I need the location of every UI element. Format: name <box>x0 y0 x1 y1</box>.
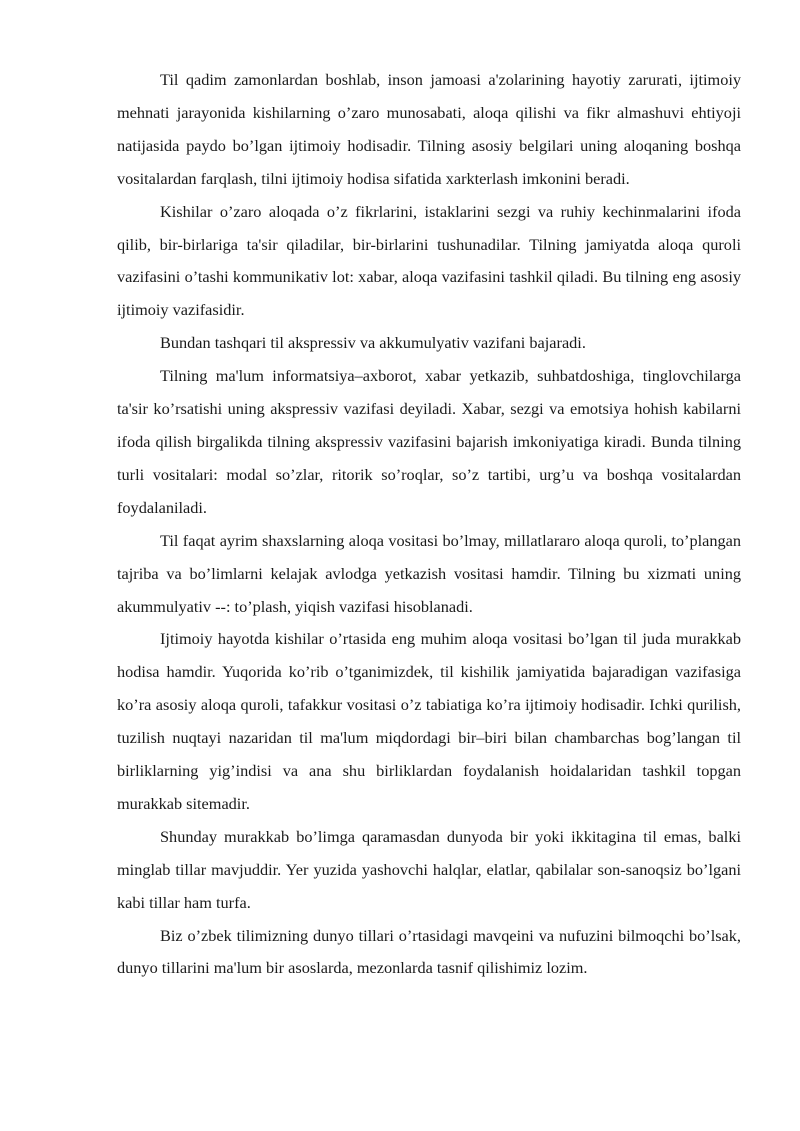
document-page <box>117 64 741 985</box>
paragraph: Tilning ma'lum informatsiya–axborot, xabar yetkazib, suhbatdoshiga, tinglovchilarga ta'sir ko’rsatishi uning akspressiv vazifasi deyiladi. Xabar, sezgi va emotsiya hohish kabilarni ifoda qilish birgalikda tilning akspressiv vazifasini bajarish imkoniyatiga kiradi. Bunda tilning turli vositalari: modal so’zlar, ritorik so’roqlar, so’z tartibi, urg’u va boshqa vositalardan foydalaniladi. <box>117 366 741 517</box>
paragraph: Til faqat ayrim shaxslarning aloqa vositasi bo’lmay, millatlararo aloqa quroli, to’plangan tajriba va bo’limlarni kelajak avlodga yetkazish vositasi hamdir. Tilning bu xizmati uning akummulyativ --: to’plash, yiqish vazifasi hisoblanadi. <box>117 530 741 616</box>
paragraph: Kishilar o’zaro aloqada o’z fikrlarini, istaklarini sezgi va ruhiy kechinmalarini ifoda qilib, bir-birlariga ta'sir qiladilar, bir-birlarini tushunadilar. Tilning jamiyatda aloqa quroli vazifasini o’tashi kommunikativ lot: xabar, aloqa vazifasini tashkil qiladi. Bu tilning eng asosiy ijtimoiy vazifasidir. <box>117 201 741 320</box>
paragraph: Ijtimoiy hayotda kishilar o’rtasida eng muhim aloqa vositasi bo’lgan til juda murakkab hodisa hamdir. Yuqorida ko’rib o’tganimizdek, til kishilik jamiyatida bajaradigan vazifasiga ko’ra asosiy aloqa quroli, tafakkur vositasi o’z tabiatiga ko’ra ijtimoiy hodisadir. Ichki qurilish, tuzilish nuqtayi nazaridan til ma'lum miqdordagi bir–biri bilan chambarchas bog’langan til birliklarning yig’indisi va ana shu birliklardan foydalanish hoidalaridan tashkil topgan murakkab sitemadir. <box>117 629 741 813</box>
paragraph: Biz o’zbek tilimizning dunyo tillari o’rtasidagi mavqeini va nufuzini bilmoqchi bo’lsak, dunyo tillarini ma'lum bir asoslarda, mezonlarda tasnif qilishimiz lozim. <box>117 925 741 978</box>
paragraph: Shunday murakkab bo’limga qaramasdan dunyoda bir yoki ikkitagina til emas, balki minglab tillar mavjuddir. Yer yuzida yashovchi halqlar, elatlar, qabilalar son-sanoqsiz bo’lgani kabi tillar ham turfa. <box>117 826 741 912</box>
paragraph: Til qadim zamonlardan boshlab, inson jamoasi a'zolarining hayotiy zarurati, ijtimoiy mehnati jarayonida kishilarning o’zaro munosabati, aloqa qilishi va fikr almashuvi ehtiyoji natijasida paydo bo’lgan ijtimoiy hodisadir. Tilning asosiy belgilari uning aloqaning boshqa vositalardan farqlash, tilni ijtimoiy hodisa sifatida xarkterlash imkonini beradi. <box>117 70 741 188</box>
paragraph: Bundan tashqari til akspressiv va akkumulyativ vazifani bajaradi. <box>160 333 586 353</box>
